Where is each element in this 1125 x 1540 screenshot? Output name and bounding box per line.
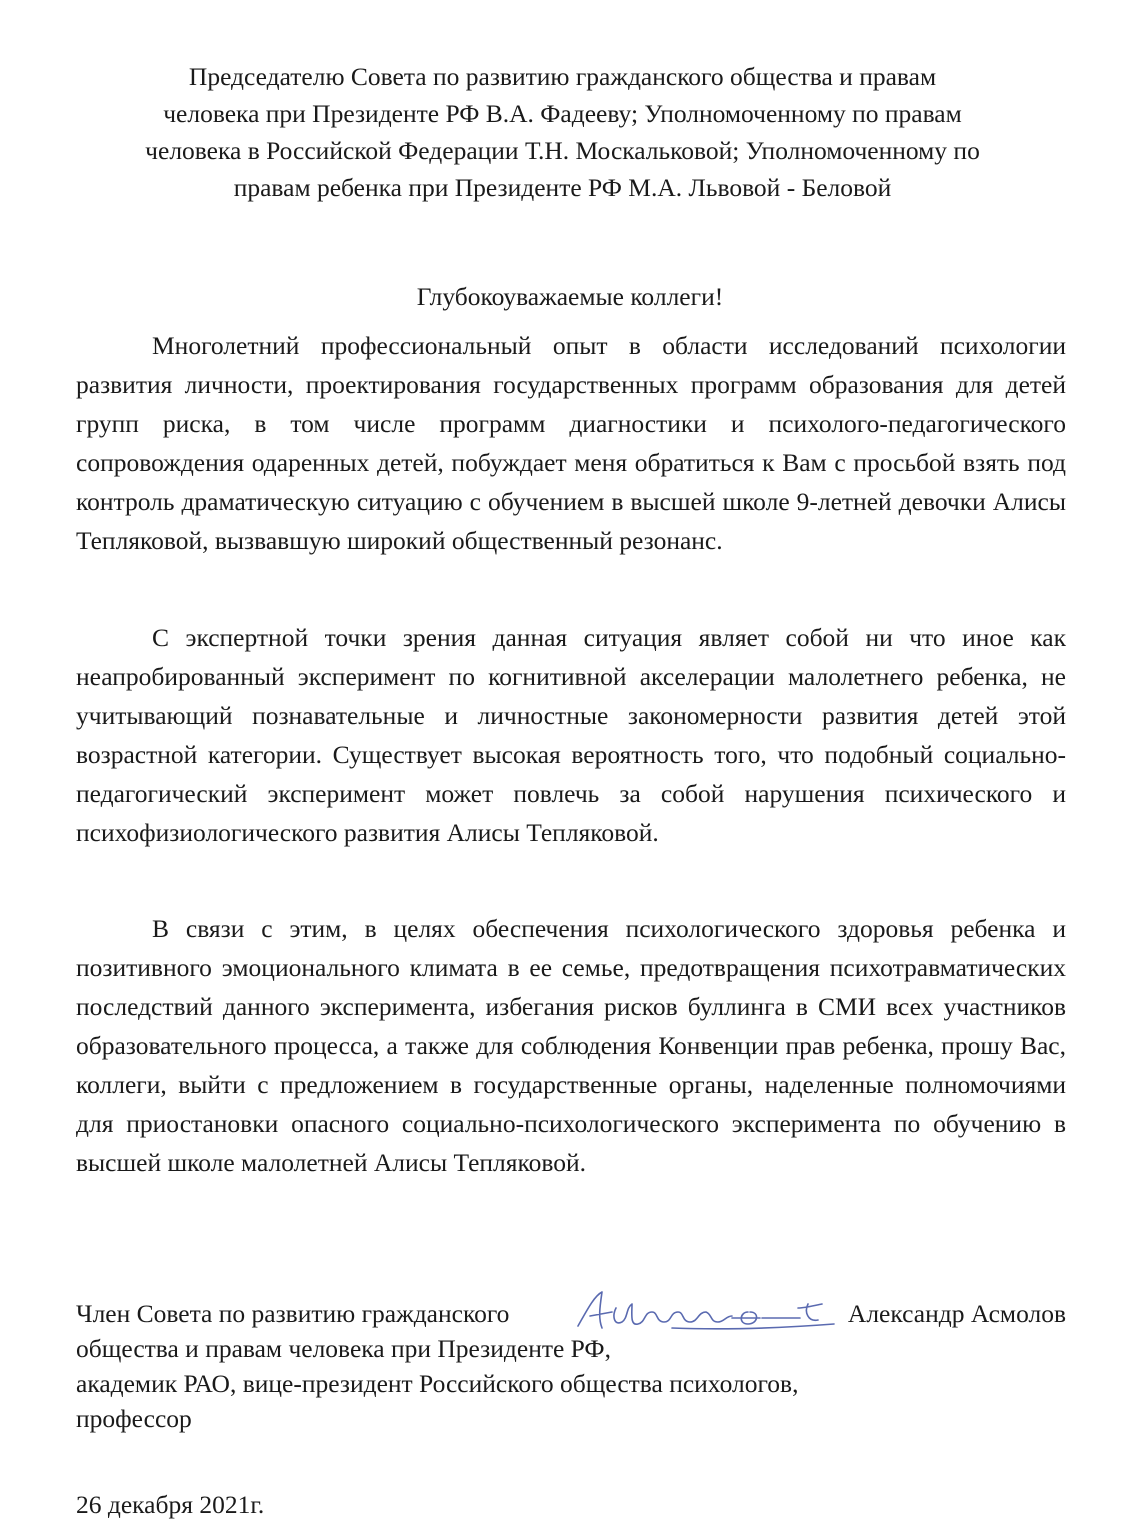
addressee-line: человека при Президенте РФ В.А. Фадееву; Уполномоченному по правам — [163, 99, 962, 128]
addressee-line: Председателю Совета по развитию гражданского общества и правам — [188, 62, 937, 91]
signer-title-line: общества и правам человека при Президенте РФ, — [76, 1334, 611, 1363]
greeting: Глубокоуважаемые коллеги! — [416, 282, 724, 311]
handwritten-signature — [572, 1282, 842, 1342]
letter-date: 26 декабря 2021г. — [76, 1490, 265, 1519]
addressee-line: человека в Российской Федерации Т.Н. Москальковой; Уполномоченному по — [145, 136, 980, 165]
body-paragraph: Многолетний профессиональный опыт в области исследований психологии развития личности, проектирования государственных программ образования для детей групп риска, в том числе программ диагностики и психолого-педагогического сопровождения одаренных детей, побуждает меня обратиться к Вам с просьбой взять под контроль драматическую ситуацию с обучением в высшей школе 9-летней девочки Алисы Тепляковой, вызвавшую широкий общественный резонанс. — [76, 331, 1066, 555]
addressee-block — [60, 58, 1065, 206]
signer-title-line: академик РАО, вице-президент Российского общества психологов, — [76, 1369, 799, 1398]
body-paragraph: В связи с этим, в целях обеспечения психологического здоровья ребенка и позитивного эмоционального климата в ее семье, предотвращения психотравматических последствий данного эксперимента, избегания рисков буллинга в СМИ всех участников образовательного процесса, а также для соблюдения Конвенции прав ребенка, прошу Вас, коллеги, выйти с предложением в государственные органы, наделенные полномочиями для приостановки опасного социально-психологического эксперимента по обучению в высшей школе малолетней Алисы Тепляковой. — [76, 914, 1066, 1177]
signer-title-line: профессор — [76, 1404, 192, 1433]
body-paragraph: С экспертной точки зрения данная ситуация являет собой ни что иное как неапробированный эксперимент по когнитивной акселерации малолетнего ребенка, не учитывающий познавательные и личностные закономерности развития детей этой возрастной категории. Существует высокая вероятность того, что подобный социально-педагогический эксперимент может повлечь за собой нарушения психического и психофизиологического развития Алисы Тепляковой. — [76, 623, 1066, 847]
signature-block — [76, 1296, 1066, 1436]
addressee-line: правам ребенка при Президенте РФ М.А. Львовой - Беловой — [233, 173, 892, 202]
signature-first-line — [76, 1296, 1066, 1331]
signer-name: Александр Асмолов — [847, 1299, 1066, 1328]
signer-title-line: Член Совета по развитию гражданского — [76, 1299, 510, 1328]
